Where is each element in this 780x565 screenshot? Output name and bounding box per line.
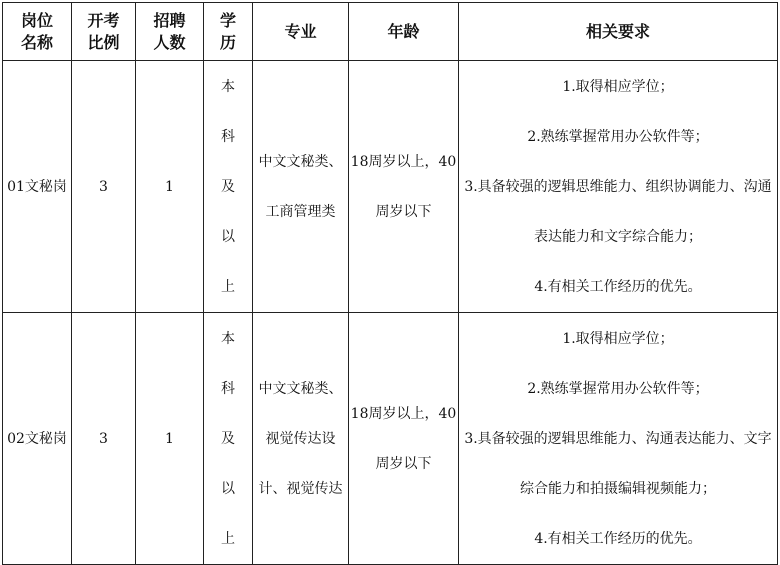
header-exam-ratio-line2: 比例 [87, 32, 120, 52]
major-cell: 中文文秘类、视觉传达设计、视觉传达 [253, 313, 349, 565]
requirement-item: 2.熟练掌握常用办公软件等； [527, 380, 709, 397]
requirements-cell [459, 313, 778, 565]
requirement-item: 3.具备较强的逻辑思维能力、组织协调能力、沟通表达能力和文字综合能力； [464, 178, 772, 245]
requirement-item: 1.取得相应学位； [562, 78, 674, 95]
header-position-name-line2: 名称 [20, 32, 53, 52]
header-major: 专业 [253, 3, 349, 61]
age-cell: 18周岁以上，40周岁以下 [349, 61, 459, 313]
education-text: 本科及以上 [220, 78, 235, 295]
major-cell: 中文文秘类、工商管理类 [253, 61, 349, 313]
exam-ratio-cell: 3 [72, 61, 136, 313]
header-education [204, 3, 253, 61]
requirement-item: 4.有相关工作经历的优先。 [534, 278, 702, 295]
exam-ratio-cell: 3 [72, 313, 136, 565]
position-name-cell: 02文秘岗 [3, 313, 72, 565]
table-row [3, 313, 778, 565]
header-education-line2: 历 [219, 32, 236, 52]
requirement-item: 1.取得相应学位； [562, 330, 674, 347]
education-cell [204, 61, 253, 313]
hire-count-cell: 1 [136, 313, 204, 565]
header-position-name [3, 3, 72, 61]
position-name-cell: 01文秘岗 [3, 61, 72, 313]
header-requirements: 相关要求 [459, 3, 778, 61]
header-hire-count-line1: 招聘 [153, 10, 186, 30]
header-position-name-line1: 岗位 [20, 10, 53, 30]
table-header-row [3, 3, 778, 61]
requirement-item: 3.具备较强的逻辑思维能力、沟通表达能力、文字综合能力和拍摄编辑视频能力； [464, 430, 772, 497]
table-row [3, 61, 778, 313]
education-text: 本科及以上 [220, 330, 235, 547]
education-cell [204, 313, 253, 565]
job-requirements-table [2, 2, 778, 565]
header-hire-count-line2: 人数 [153, 32, 186, 52]
header-age: 年龄 [349, 3, 459, 61]
age-cell: 18周岁以上，40周岁以下 [349, 313, 459, 565]
requirements-cell [459, 61, 778, 313]
requirement-item: 4.有相关工作经历的优先。 [534, 530, 702, 547]
header-education-line1: 学 [219, 10, 236, 30]
header-exam-ratio [72, 3, 136, 61]
requirement-item: 2.熟练掌握常用办公软件等； [527, 128, 709, 145]
hire-count-cell: 1 [136, 61, 204, 313]
header-exam-ratio-line1: 开考 [87, 10, 120, 30]
header-hire-count [136, 3, 204, 61]
